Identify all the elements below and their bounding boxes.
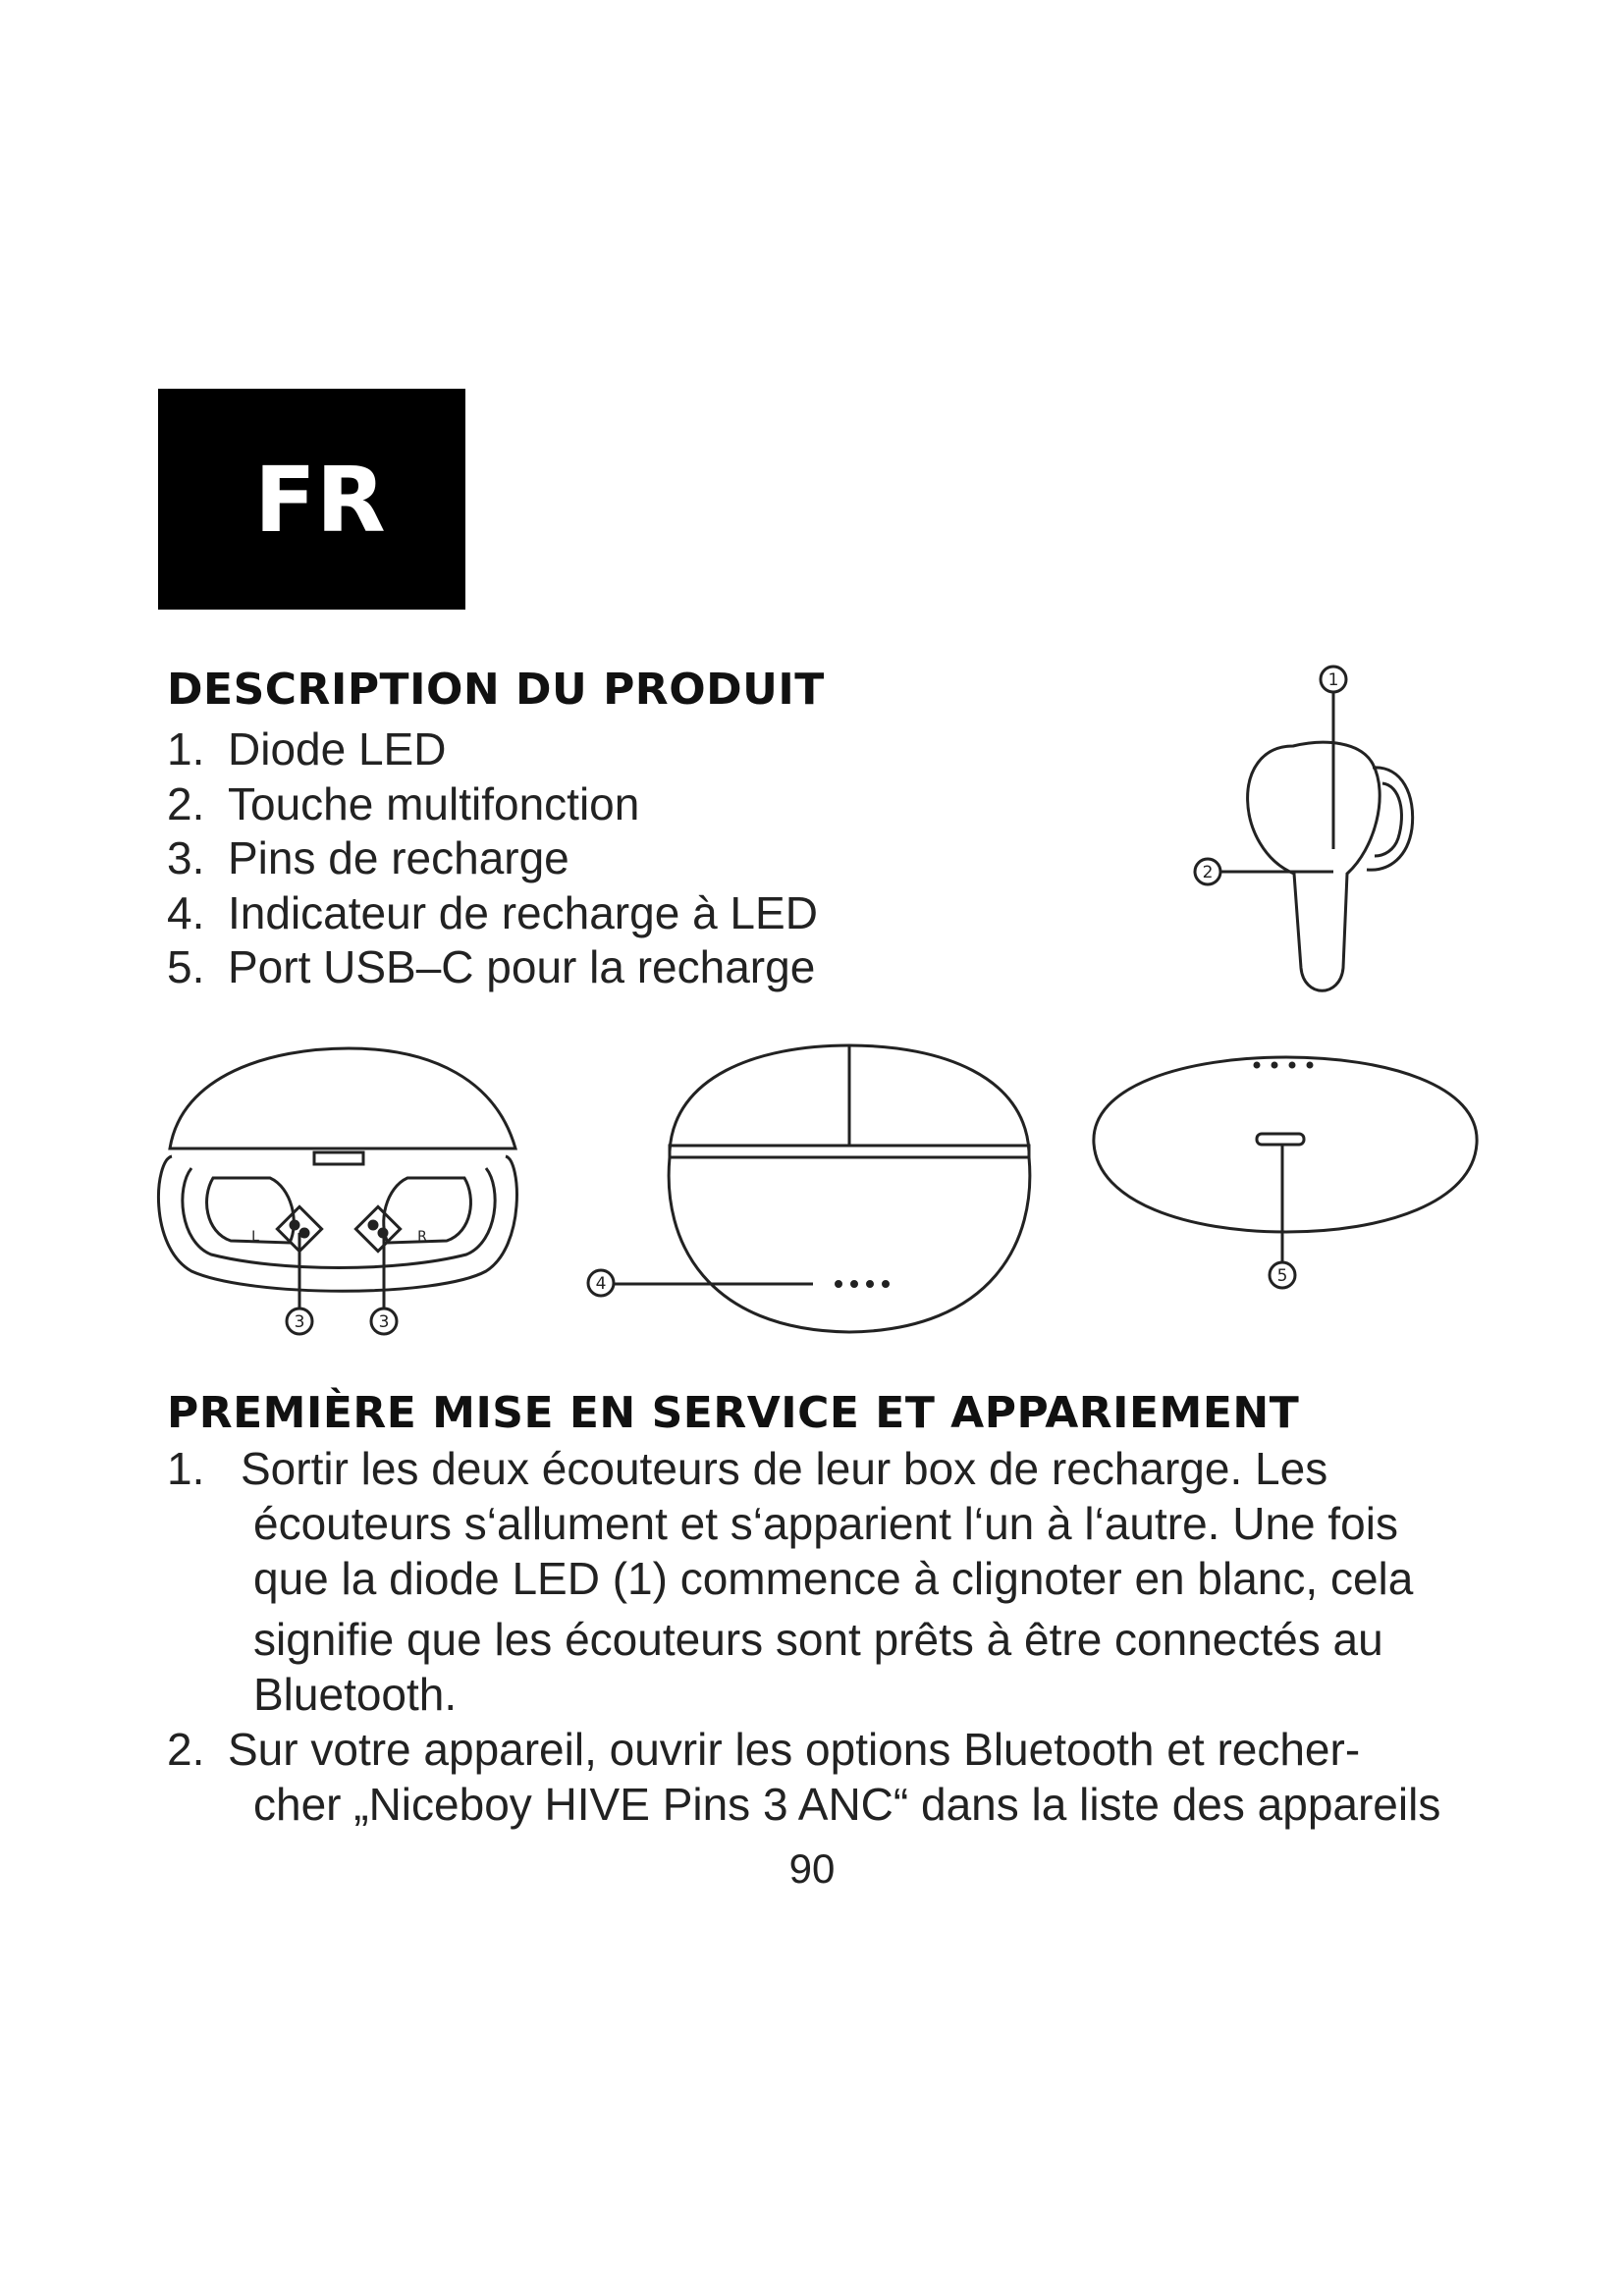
callout-4: 4 (595, 1274, 607, 1294)
list-item: 4. Indicateur de recharge à LED (167, 886, 818, 938)
pairing-steps (167, 1441, 1483, 1832)
callout-5: 5 (1276, 1266, 1288, 1286)
page-number: 90 (788, 1845, 836, 1892)
list-item: 3. Pins de recharge (167, 832, 569, 883)
step-2: 2. Sur votre appareil, ouvrir les options Bluetooth et recher- (167, 1724, 1361, 1775)
list-item: 5. Port USB–C pour la recharge (167, 941, 816, 992)
step-text-line: que la diode LED (1) commence à clignoter en blanc, cela (253, 1553, 1414, 1604)
step-text-line: Bluetooth. (253, 1669, 458, 1720)
case-mark-right: R (417, 1229, 427, 1245)
section-title-first-use-pairing: PREMIÈRE MISE EN SERVICE ET APPARIEMENT (167, 1388, 1300, 1438)
step-number: 1. (167, 1443, 205, 1494)
section-title-product-description: DESCRIPTION DU PRODUIT (167, 665, 825, 715)
callout-2: 2 (1202, 863, 1214, 882)
product-parts-list (167, 722, 818, 995)
list-item: 1. Diode LED (167, 723, 447, 774)
open-case-diagram (152, 1041, 525, 1355)
earbud-diagram (1159, 648, 1453, 1021)
step-number: 2. (167, 1724, 205, 1775)
step-text-line: écouteurs s‘allument et s‘apparient l‘un à l‘autre. Une fois (253, 1498, 1398, 1549)
step-text-line: signifie que les écouteurs sont prêts à être connectés au (253, 1614, 1383, 1665)
callout-3-left: 3 (294, 1312, 305, 1332)
step-text-line: cher „Niceboy HIVE Pins 3 ANC“ dans la liste des appareils (253, 1779, 1441, 1830)
closed-case-back-diagram (1080, 1045, 1492, 1301)
step-1: 1. Sortir les deux écouteurs de leur box de recharge. Les (167, 1443, 1328, 1494)
list-item: 2. Touche multifonction (167, 777, 640, 829)
language-tag-label: FR (254, 448, 386, 553)
closed-case-front-diagram (579, 1036, 1051, 1350)
language-tag (158, 389, 465, 610)
case-mark-left: L (251, 1229, 259, 1245)
callout-1: 1 (1327, 670, 1339, 690)
callout-3-right: 3 (378, 1312, 390, 1332)
